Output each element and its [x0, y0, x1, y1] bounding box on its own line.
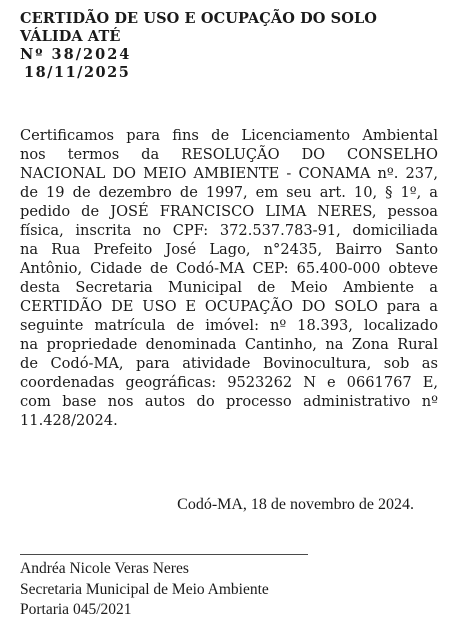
body-line: com base nos autos do processo administrativo nº	[20, 393, 438, 410]
title-line-1: CERTIDÃO DE USO E OCUPAÇÃO DO SOLO	[20, 10, 378, 27]
body-line: na Rua Prefeito José Lago, n°2435, Bairro Santo	[20, 241, 438, 258]
signature-line	[20, 554, 308, 555]
place-and-date: Codó-MA, 18 de novembro de 2024.	[177, 496, 414, 513]
body-line: pedido de JOSÉ FRANCISCO LIMA NERES, pessoa	[20, 203, 438, 220]
body-line: coordenadas geográficas: 9523262 N e 0661767 E,	[20, 374, 438, 391]
certificate-number: Nº 38/2024	[20, 46, 132, 63]
body-line: na propriedade denominada Cantinho, na Zona Rural	[20, 336, 438, 353]
body-line: física, inscrita no CPF: 372.537.783-91, domiciliada	[20, 222, 438, 239]
body-line: 11.428/2024.	[20, 412, 118, 429]
signer-office: Secretaria Municipal de Meio Ambiente	[20, 580, 269, 598]
body-line: Certificamos para fins de Licenciamento Ambiental	[20, 127, 438, 144]
certificate-body	[20, 126, 438, 430]
valid-until-date: 18/11/2025	[24, 64, 131, 81]
body-line: NACIONAL DO MEIO AMBIENTE - CONAMA nº. 237,	[20, 165, 438, 182]
signer-block	[20, 559, 269, 621]
title-line-2: VÁLIDA ATÉ	[20, 28, 121, 45]
certificate-header	[20, 10, 377, 82]
body-line: Antônio, Cidade de Codó-MA CEP: 65.400-000 obteve	[20, 260, 438, 277]
body-line: de 19 de dezembro de 1997, em seu art. 10, § 1º, a	[20, 184, 438, 201]
body-line: de Codó-MA, para atividade Bovinocultura, sob as	[20, 355, 438, 372]
signer-ordinance: Portaria 045/2021	[20, 601, 132, 618]
body-line: seguinte matrícula de imóvel: nº 18.393, localizado	[20, 317, 438, 334]
body-line: desta Secretaria Municipal de Meio Ambiente a	[20, 279, 438, 296]
body-line: CERTIDÃO DE USO E OCUPAÇÃO DO SOLO para a	[20, 298, 438, 315]
signer-name: Andréa Nicole Veras Neres	[20, 560, 189, 577]
body-line: nos termos da RESOLUÇÃO DO CONSELHO	[20, 146, 438, 163]
